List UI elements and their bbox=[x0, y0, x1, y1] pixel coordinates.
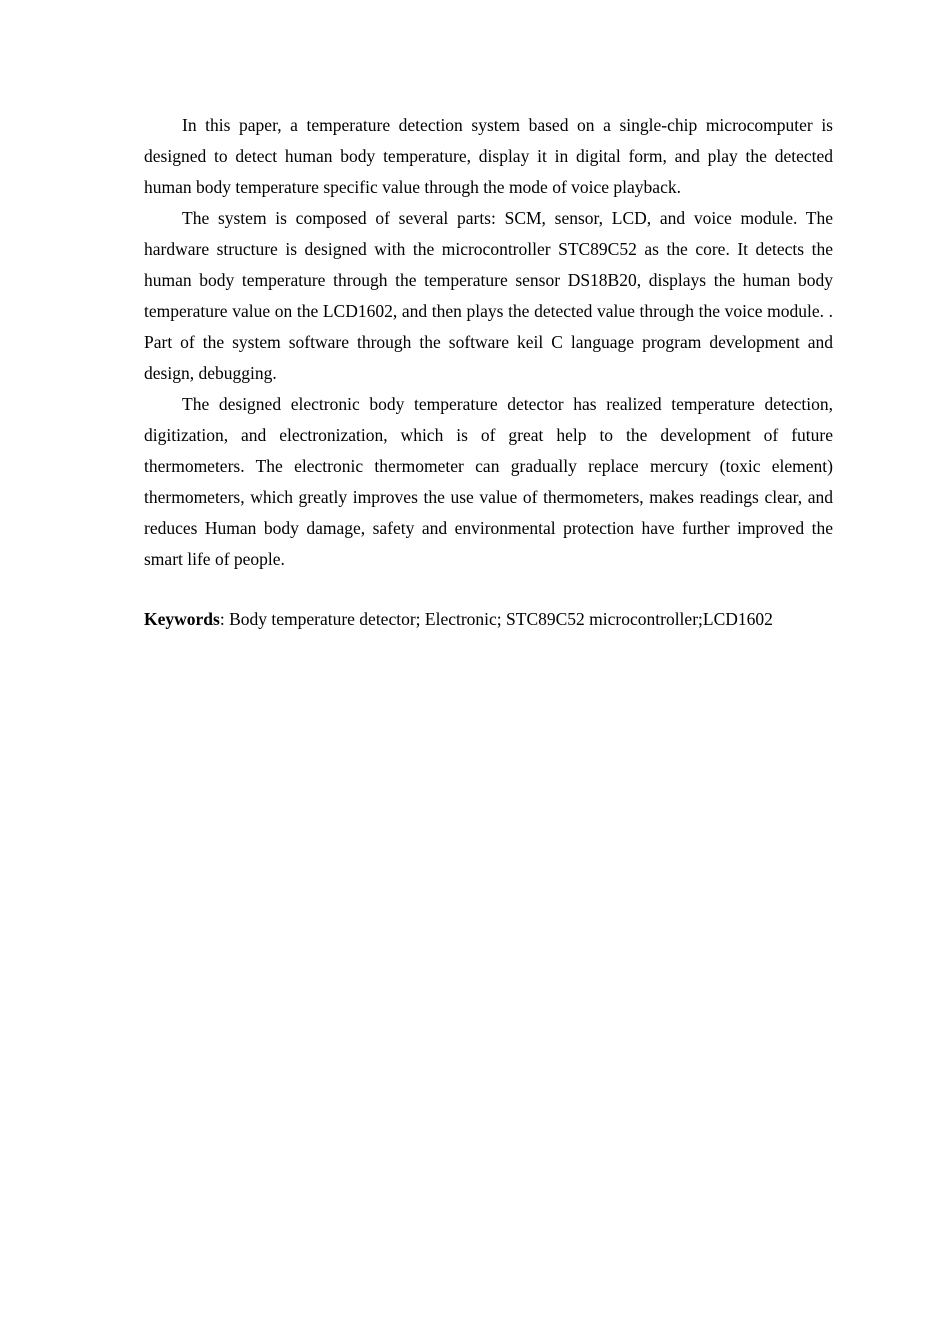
abstract-paragraph-2: The system is composed of several parts: SCM, sensor, LCD, and voice module. The hardware structure is designed with the microcontroller STC89C52 as the core. It detects the human body temperature through the temperature sensor DS18B20, displays the human body temperature value on the LCD1602, and then plays the detected value through the voice module. . Part of the system software through the software keil C language program development and design, debugging. bbox=[144, 208, 833, 383]
keywords-label: Keywords bbox=[144, 609, 220, 629]
abstract-paragraph-3: The designed electronic body temperature detector has realized temperature detection, digitization, and electronization, which is of great help to the development of future thermometers. The electronic thermometer can gradually replace mercury (toxic element) thermometers, which greatly improves the use value of thermometers, makes readings clear, and reduces Human body damage, safety and environmental protection have further improved the smart life of people. bbox=[144, 394, 833, 569]
abstract-section bbox=[144, 110, 833, 635]
abstract-paragraph-1: In this paper, a temperature detection system based on a single-chip microcomputer is designed to detect human body temperature, display it in digital form, and play the detected human body temperature specific value through the mode of voice playback. bbox=[144, 115, 833, 197]
keywords-line bbox=[144, 604, 833, 635]
keywords-text: : Body temperature detector; Electronic; STC89C52 microcontroller;LCD1602 bbox=[219, 609, 773, 629]
